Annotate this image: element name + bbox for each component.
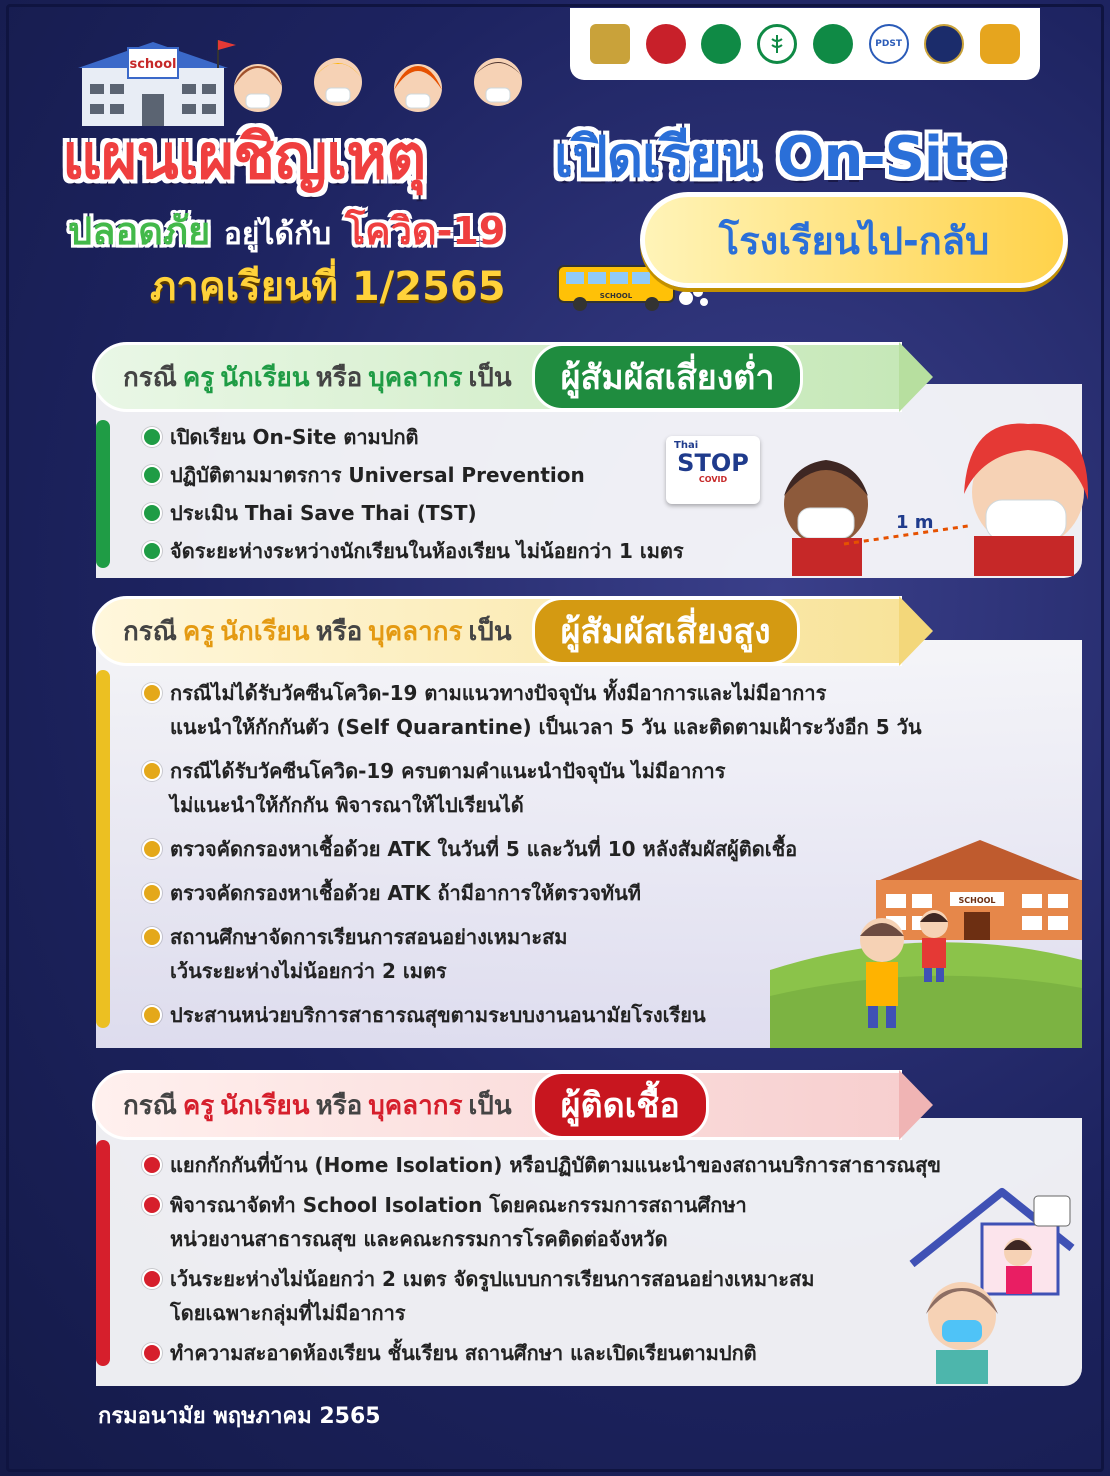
list-item — [142, 420, 684, 454]
distance-label: 1 m — [896, 512, 934, 533]
list-item — [142, 458, 684, 492]
case-word: กรณี — [123, 616, 177, 647]
student-word: นักเรียน — [220, 362, 310, 393]
low-risk-arrow — [899, 342, 933, 412]
obec-seal-icon — [590, 24, 630, 64]
pdst-logo-icon — [869, 24, 909, 64]
infected-side-bar — [96, 1140, 110, 1366]
is-word: เป็น — [468, 1090, 512, 1121]
list-item-line: กรณีได้รับวัคซีนโควิด-19 ครบตามคำแนะนำปัจจุบัน ไม่มีอาการ — [170, 759, 726, 783]
list-item-line: ปฏิบัติตามมาตรการ Universal Prevention — [170, 463, 585, 487]
list-item-text — [170, 754, 725, 822]
list-item — [142, 676, 921, 744]
list-item-line: ตรวจคัดกรองหาเชื้อด้วย ATK ในวันที่ 5 และวันที่ 10 หลังสัมผัสผู้ติดเชื้อ — [170, 837, 798, 861]
list-item — [142, 496, 684, 530]
list-item-text — [170, 920, 567, 988]
is-word: เป็น — [468, 616, 512, 647]
list-item-text — [170, 420, 419, 454]
subtitle-safe: ปลอดภัย — [68, 209, 211, 253]
bus-sign: SCHOOL — [599, 292, 633, 300]
infected-arrow — [899, 1070, 933, 1140]
bullet-dot-icon — [142, 683, 162, 703]
list-item — [142, 1188, 941, 1256]
is-word: เป็น — [468, 362, 512, 393]
list-item — [142, 1262, 941, 1330]
list-item-line: ไม่แนะนำให้กักกัน พิจารณาให้ไปเรียนได้ — [170, 793, 524, 817]
list-item-line: โดยเฉพาะกลุ่มที่ไม่มีอาการ — [170, 1301, 406, 1325]
list-item-text — [170, 832, 797, 866]
bullet-dot-icon — [142, 1195, 162, 1215]
doh-logo-2-icon — [813, 24, 853, 64]
ministry-seal-icon — [646, 24, 686, 64]
list-item-text — [170, 876, 641, 910]
list-item-line: แยกกักกันที่บ้าน (Home Isolation) หรือปฏิบัติตามแนะนำของสถานบริการสาธารณสุข — [170, 1153, 941, 1177]
school-sign: school — [129, 57, 177, 72]
staff-word: บุคลากร — [368, 616, 463, 647]
infected-list — [142, 1148, 941, 1370]
list-item-text — [170, 496, 477, 530]
high-risk-tab — [92, 596, 902, 666]
list-item-line: ประเมิน Thai Save Thai (TST) — [170, 501, 477, 525]
or-word: หรือ — [315, 1090, 363, 1121]
staff-word: บุคลากร — [368, 1090, 463, 1121]
stop-badge-sub: COVID — [698, 475, 728, 484]
list-item-text — [170, 1148, 941, 1182]
list-item — [142, 534, 684, 568]
title-onsite: เปิดเรียน On-Site — [554, 125, 1005, 190]
list-item-text — [170, 998, 706, 1032]
list-item-line: เปิดเรียน On-Site ตามปกติ — [170, 425, 419, 449]
teacher-word: ครู — [182, 1090, 215, 1121]
caduceus-icon — [766, 33, 788, 55]
bullet-dot-icon — [142, 503, 162, 523]
case-word: กรณี — [123, 362, 177, 393]
bullet-dot-icon — [142, 1343, 162, 1363]
footer-source: กรมอนามัย พฤษภาคม 2565 — [98, 1404, 381, 1429]
bullet-dot-icon — [142, 761, 162, 781]
subtitle-live: อยู่ได้กับ — [223, 217, 332, 252]
navy-seal-icon — [924, 24, 964, 64]
list-item-text — [170, 534, 684, 568]
list-item-line: กรณีไม่ได้รับวัคซีนโควิด-19 ตามแนวทางปัจจุบัน ทั้งมีอาการและไม่มีอาการ — [170, 681, 827, 705]
list-item-line: จัดระยะห่างระหว่างนักเรียนในห้องเรียน ไม่น้อยกว่า 1 เมตร — [170, 539, 684, 563]
low-risk-tab — [92, 342, 902, 412]
list-item — [142, 1148, 941, 1182]
list-item-line: ทำความสะอาดห้องเรียน ชั้นเรียน สถานศึกษา และเปิดเรียนตามปกติ — [170, 1341, 757, 1365]
or-word: หรือ — [315, 362, 363, 393]
bullet-dot-icon — [142, 541, 162, 561]
list-item-line: หน่วยงานสาธารณสุข และคณะกรรมการโรคติดต่อจังหวัด — [170, 1227, 668, 1251]
school-sign-2: SCHOOL — [958, 896, 996, 905]
stop-badge-top: Thai — [674, 440, 699, 451]
list-item-line: เว้นระยะห่างไม่น้อยกว่า 2 เมตร จัดรูปแบบการเรียนการสอนอย่างเหมาะสม — [170, 1267, 815, 1291]
low-risk-side-bar — [96, 420, 110, 568]
pdst-logo-text: PDST — [875, 39, 902, 49]
teacher-word: ครู — [182, 362, 215, 393]
low-risk-label: ผู้สัมผัสเสี่ยงต่ำ — [532, 343, 804, 411]
list-item-line: เว้นระยะห่างไม่น้อยกว่า 2 เมตร — [170, 959, 447, 983]
list-item-text — [170, 1188, 747, 1256]
staff-word: บุคลากร — [368, 362, 463, 393]
list-item — [142, 754, 921, 822]
list-item-line: ตรวจคัดกรองหาเชื้อด้วย ATK ถ้ามีอาการให้ตรวจทันที — [170, 881, 641, 905]
list-item-text — [170, 1262, 814, 1330]
list-item-text — [170, 458, 585, 492]
student-word: นักเรียน — [220, 1090, 310, 1121]
bullet-dot-icon — [142, 1005, 162, 1025]
low-risk-list — [142, 420, 684, 568]
infected-tab — [92, 1070, 902, 1140]
high-risk-label: ผู้สัมผัสเสี่ยงสูง — [532, 597, 800, 665]
list-item-line: แนะนำให้กักกันตัว (Self Quarantine) เป็นเวลา 5 วัน และติดตามเฝ้าระวังอีก 5 วัน — [170, 715, 922, 739]
title-main: แผนเผชิญเหตุ — [62, 120, 426, 193]
subtitle-row — [68, 200, 505, 261]
list-item — [142, 1336, 941, 1370]
bullet-dot-icon — [142, 465, 162, 485]
stop-badge-main: STOP — [677, 449, 749, 477]
subtitle-covid: โควิด-19 — [344, 209, 506, 253]
home-isolation-icon — [906, 1184, 1078, 1384]
teacher-word: ครู — [182, 616, 215, 647]
or-word: หรือ — [315, 616, 363, 647]
thai-stop-covid-badge — [666, 436, 760, 504]
bullet-dot-icon — [142, 1269, 162, 1289]
high-risk-arrow — [899, 596, 933, 666]
bullet-dot-icon — [142, 927, 162, 947]
distance-kids-icon — [768, 404, 1088, 576]
student-word: นักเรียน — [220, 616, 310, 647]
bullet-dot-icon — [142, 1155, 162, 1175]
infected-label: ผู้ติดเชื้อ — [532, 1071, 709, 1139]
list-item-line: พิจารณาจัดทำ School Isolation โดยคณะกรรมการสถานศึกษา — [170, 1193, 747, 1217]
case-word: กรณี — [123, 1090, 177, 1121]
bullet-dot-icon — [142, 839, 162, 859]
logo-strip — [570, 8, 1040, 80]
bullet-dot-icon — [142, 883, 162, 903]
high-risk-side-bar — [96, 670, 110, 1028]
bullet-dot-icon — [142, 427, 162, 447]
route-pill: โรงเรียนไป-กลับ — [640, 192, 1068, 288]
moph-logo-icon — [757, 24, 797, 64]
doh-logo-icon — [701, 24, 741, 64]
semester-label: ภาคเรียนที่ 1/2565 — [150, 264, 506, 310]
province-seal-icon — [980, 24, 1020, 64]
list-item-line: สถานศึกษาจัดการเรียนการสอนอย่างเหมาะสม — [170, 925, 568, 949]
list-item-text — [170, 676, 921, 744]
list-item-line: ประสานหน่วยบริการสาธารณสุขตามระบบงานอนามัยโรงเรียน — [170, 1003, 706, 1027]
list-item-text — [170, 1336, 757, 1370]
school-kids-icon — [770, 820, 1082, 1048]
